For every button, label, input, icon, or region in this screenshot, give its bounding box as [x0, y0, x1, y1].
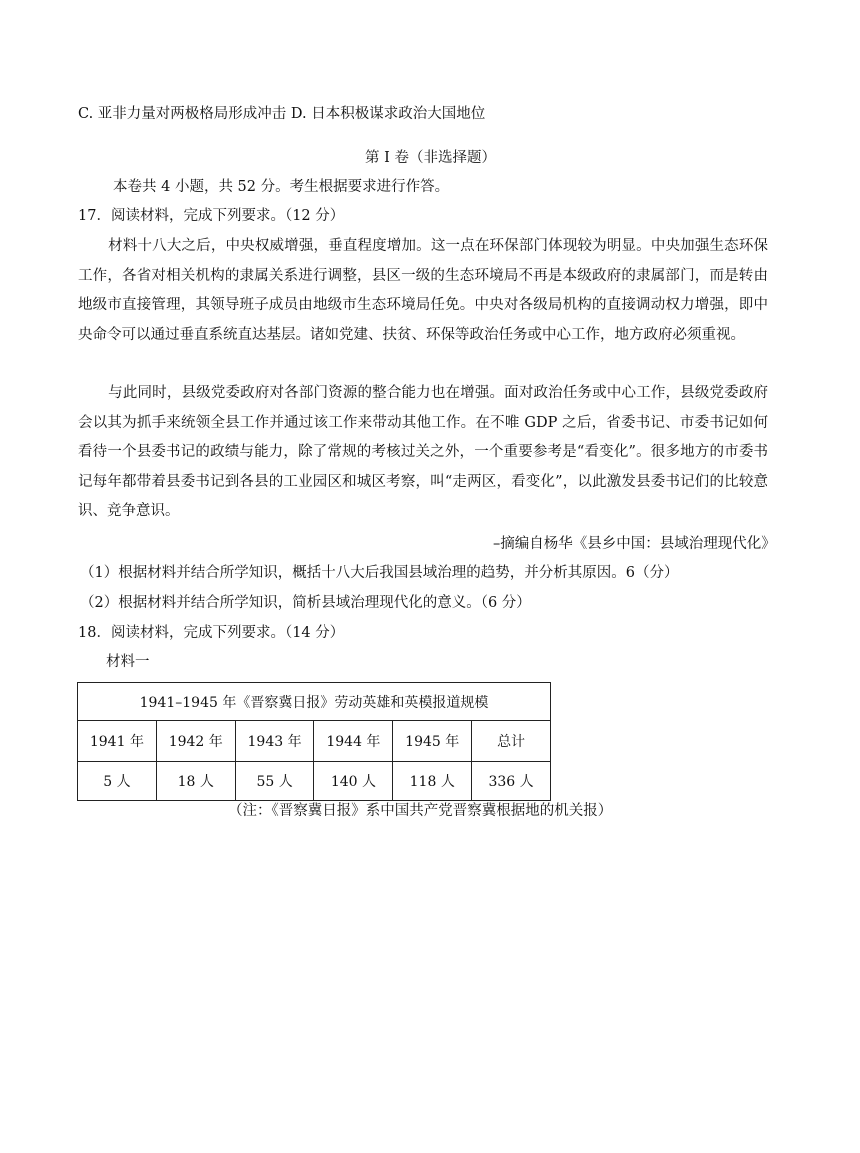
- table-header-row: [78, 721, 551, 762]
- q17-source: –摘编自杨华《县乡中国：县域治理现代化》: [493, 536, 776, 552]
- q18-material-label: 材料一: [106, 654, 150, 670]
- table-header-cell: 1944 年: [314, 721, 393, 762]
- table-value-cell: 140 人: [314, 762, 393, 801]
- table-header-cell: 1942 年: [156, 721, 235, 762]
- table-header-cell: 1945 年: [393, 721, 472, 762]
- table-header-cell: 1943 年: [235, 721, 314, 762]
- q17-subquestion-1: （1）根据材料并结合所学知识，概括十八大后我国县域治理的趋势，并分析其原因。6（分）: [80, 565, 679, 581]
- table-value-cell: 336 人: [472, 762, 551, 801]
- q17-material-paragraph-2: [78, 379, 768, 527]
- section-title: 第 I 卷（非选择题）: [365, 150, 496, 166]
- table-value-cell: 55 人: [235, 762, 314, 801]
- table-value-cell: 118 人: [393, 762, 472, 801]
- table-caption: 1941–1945 年《晋察冀日报》劳动英雄和英模报道规模: [78, 683, 551, 721]
- q17-material-paragraph-1: [78, 232, 768, 350]
- q17-para2-text: 与此同时，县级党委政府对各部门资源的整合能力也在增强。面对政治任务或中心工作，县级党委政府会以其为抓手来统领全县工作并通过该工作来带动其他工作。在不唯 GDP 之后，省委书记、市委书记如何看待一个县委书记的政绩与能力，除了常规的考核过关之外，一个重要参考是“看变化”。很多地方的市委书记每年都带着县委书记到各县的工业园区和城区考察，叫“走两区，看变化”，以此激发县委书记们的比较意识、竞争意识。: [78, 385, 768, 519]
- labor-hero-report-table: [77, 682, 551, 801]
- table-header-cell: 总计: [472, 721, 551, 762]
- table-header-cell: 1941 年: [78, 721, 157, 762]
- q17-subquestion-2: （2）根据材料并结合所学知识，简析县域治理现代化的意义。（6 分）: [80, 595, 531, 611]
- question-17-stem: 17．阅读材料，完成下列要求。（12 分）: [78, 208, 345, 224]
- options-line: C. 亚非力量对两极格局形成冲击 D. 日本积极谋求政治大国地位: [78, 106, 486, 122]
- q17-para1-text: 材料十八大之后，中央权威增强，垂直程度增加。这一点在环保部门体现较为明显。中央加强生态环保工作，各省对相关机构的隶属关系进行调整，县区一级的生态环境局不再是本级政府的隶属部门，而是转由地级市直接管理，其领导班子成员由地级市生态环境局任免。中央对各级局机构的直接调动权力增强，即中央命令可以通过垂直系统直达基层。诸如党建、扶贫、环保等政治任务或中心工作，地方政府必须重视。: [78, 238, 768, 343]
- table-value-cell: 5 人: [78, 762, 157, 801]
- table-value-row: [78, 762, 551, 801]
- question-18-stem: 18．阅读材料，完成下列要求。（14 分）: [78, 625, 345, 641]
- table-note: （注：《晋察冀日报》系中国共产党晋察冀根据地的机关报）: [228, 803, 613, 819]
- section-intro: 本卷共 4 小题，共 52 分。考生根据要求进行作答。: [113, 179, 450, 195]
- table-value-cell: 18 人: [156, 762, 235, 801]
